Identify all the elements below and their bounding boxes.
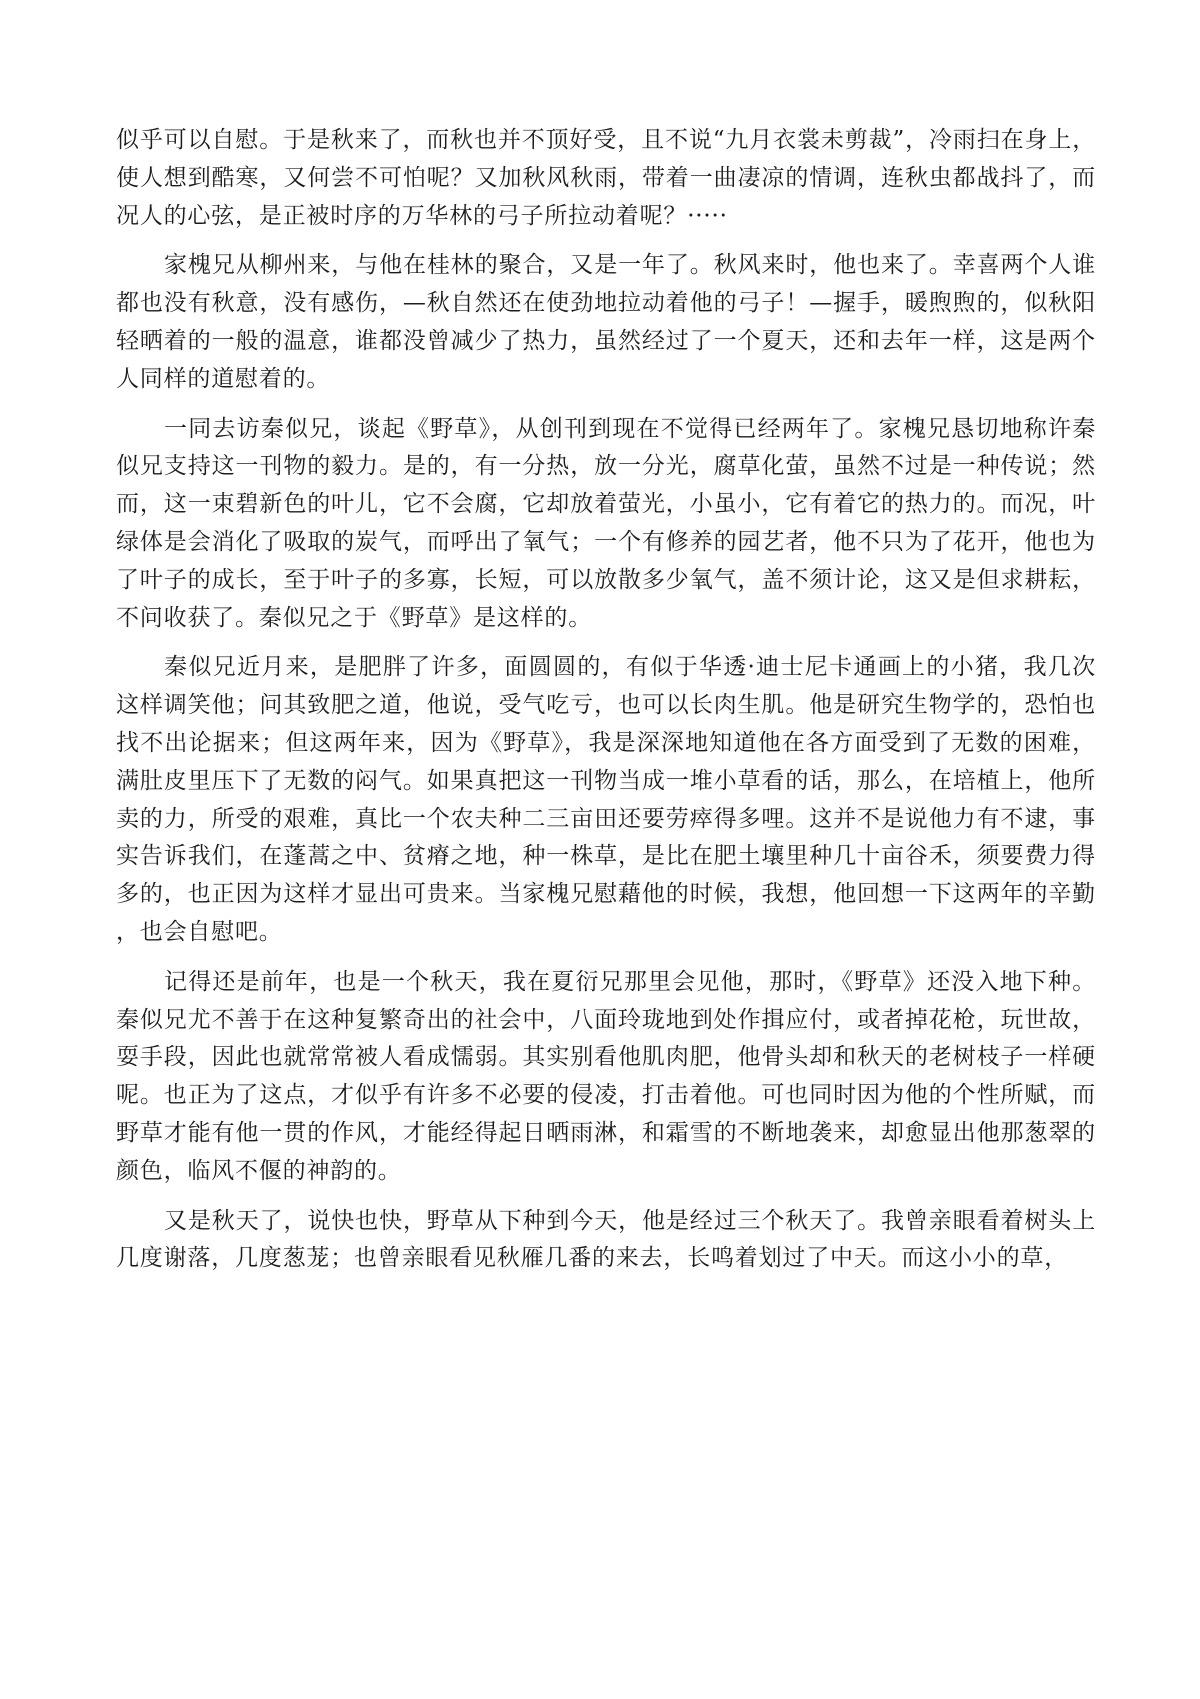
paragraph: 家槐兄从柳州来，与他在桂林的聚合，又是一年了。秋风来时，他也来了。幸喜两个人谁都也没有秋意，没有感伤，—秋自然还在使劲地拉动着他的弓子！—握手，暖煦煦的，似秋阳轻晒着的一般的温意，谁都没曾减少了热力，虽然经过了一个夏天，还和去年一样，这是两个人同样的道慰着的。 [116, 252, 1096, 392]
paragraph: 秦似兄近月来，是肥胖了许多，面圆圆的，有似于华透·迪士尼卡通画上的小猪，我几次这样调笑他；问其致肥之道，他说，受气吃亏，也可以长肉生肌。他是研究生物学的，恐怕也找不出论据来；但这两年来，因为《野草》，我是深深地知道他在各方面受到了无数的困难，满肚皮里压下了无数的闷气。如果真把这一刊物当成一堆小草看的话，那么，在培植上，他所卖的力，所受的艰难，真比一个农夫种二三亩田还要劳瘁得多哩。这并不是说他力有不逮，事实告诉我们，在蓬蒿之中、贫瘠之地，种一株草，是比在肥土壤里种几十亩谷禾，须要费力得多的，也正因为这样才显出可贵来。当家槐兄慰藉他的时候，我想，他回想一下这两年的辛勤，也会自慰吧。 [116, 654, 1096, 945]
paragraph-continued: 似乎可以自慰。于是秋来了，而秋也并不顶好受，且不说“九月衣裳未剪裁”，冷雨扫在身上，使人想到酷寒，又何尝不可怕呢？又加秋风秋雨，带着一曲凄凉的情调，连秋虫都战抖了，而况人的心弦，是正被时序的万华林的弓子所拉动着呢？····· [116, 127, 1096, 229]
paragraph: 又是秋天了，说快也快，野草从下种到今天，他是经过三个秋天了。我曾亲眼看着树头上几度谢落，几度葱茏；也曾亲眼看见秋雁几番的来去，长鸣着划过了中天。而这小小的草， [116, 1207, 1096, 1272]
paragraph: 记得还是前年，也是一个秋天，我在夏衍兄那里会见他，那时，《野草》还没入地下种。秦似兄尤不善于在这种复繁奇出的社会中，八面玲珑地到处作揖应付，或者掉花枪，玩世故，耍手段，因此也就常常被人看成懦弱。其实别看他肌肉肥，他骨头却和秋天的老树枝子一样硬呢。也正为了这点，才似乎有许多不必要的侵凌，打击着他。可也同时因为他的个性所赋，而野草才能有他一贯的作风，才能经得起日晒雨淋，和霜雪的不断地袭来，却愈显出他那葱翠的颜色，临风不偃的神韵的。 [116, 968, 1096, 1184]
article-body [116, 122, 1096, 1290]
paragraph: 一同去访秦似兄，谈起《野草》，从创刊到现在不觉得已经两年了。家槐兄恳切地称许秦似兄支持这一刊物的毅力。是的，有一分热，放一分光，腐草化萤，虽然不过是一种传说；然而，这一束碧新色的叶儿，它不会腐，它却放着萤光，小虽小，它有着它的热力的。而况，叶绿体是会消化了吸取的炭气，而呼出了氧气；一个有修养的园艺者，他不只为了花开，他也为了叶子的成长，至于叶子的多寡，长短，可以放散多少氧气，盖不须计论，这又是但求耕耘，不问收获了。秦似兄之于《野草》是这样的。 [116, 415, 1096, 631]
